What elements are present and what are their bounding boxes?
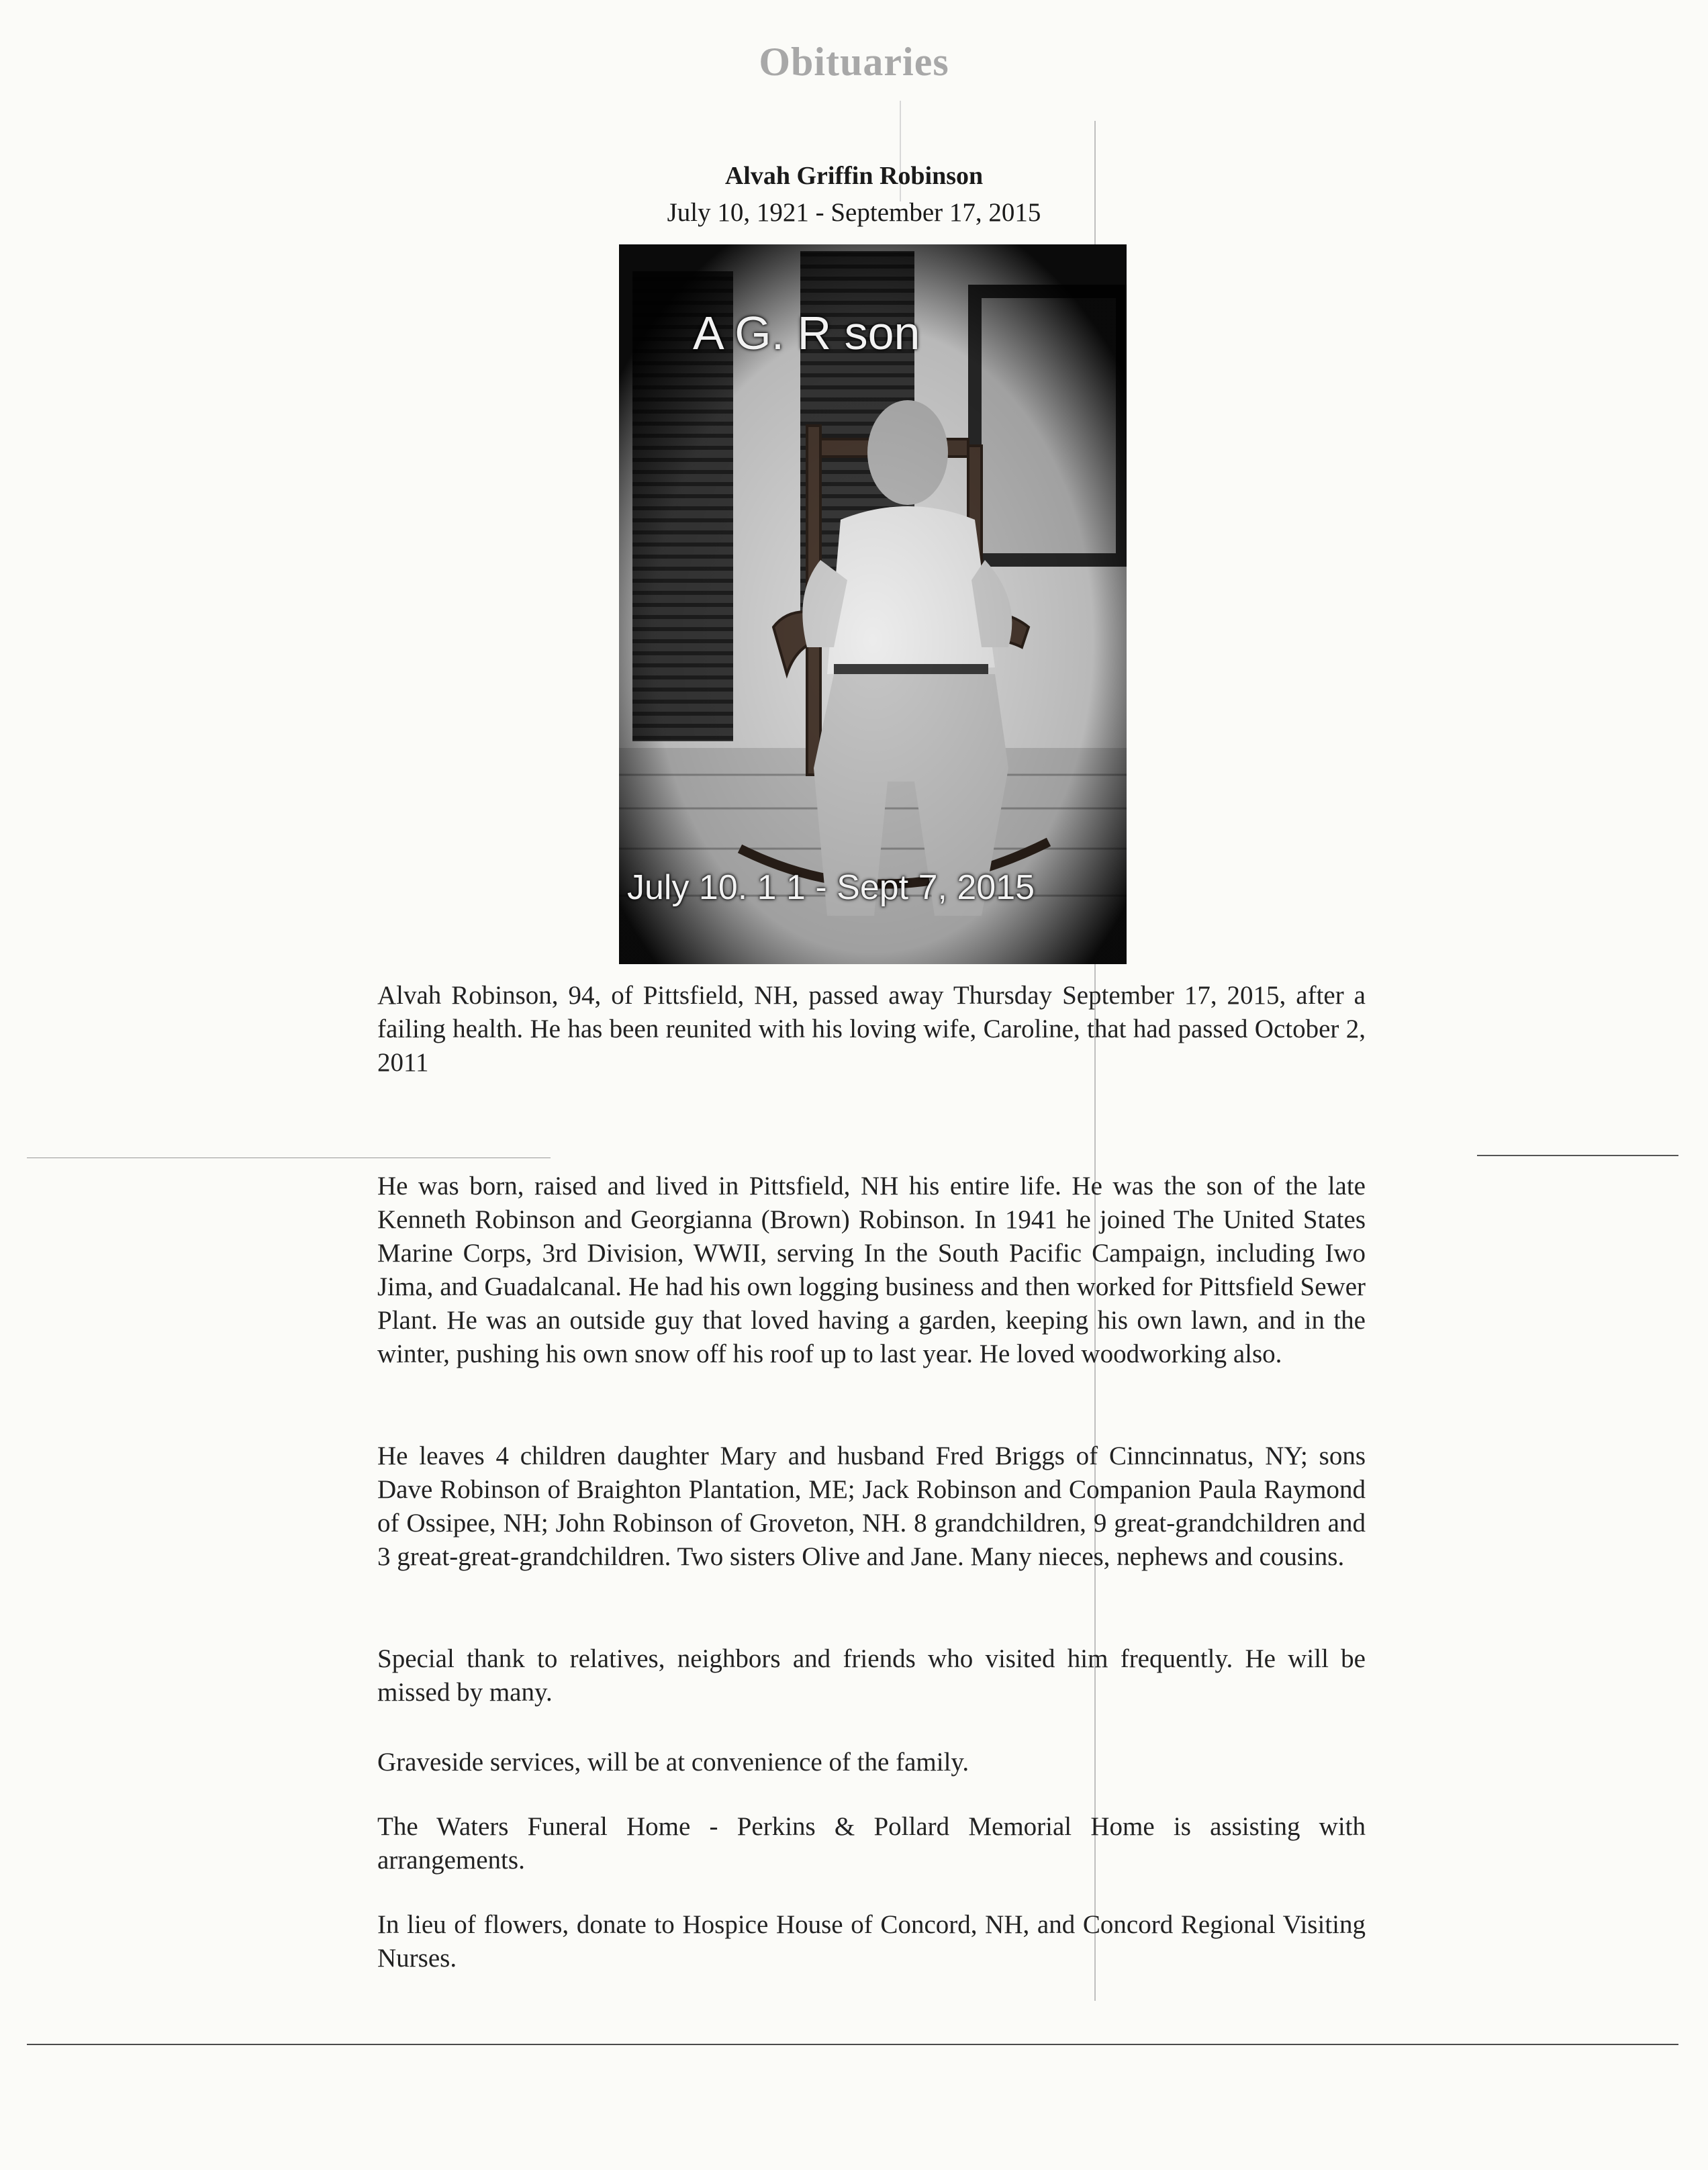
obituary-paragraph-life: He was born, raised and lived in Pittsfield, NH his entire life. He was the son of the late Kenneth Robinson and Georgianna (Brown) Robinson. In 1941 he joined The United States Marine Corps, 3rd Division, WWII, serving In the South Pacific Campaign, including Iwo Jima, and Guadalcanal. He had his own logging business and then worked for Pittsfield Sewer Plant. He was an outside guy that loved having a garden, keeping his own lawn, and in the winter, pushing his own snow off his roof up to last year. He loved woodworking also. xyxy=(377,1172,1366,1368)
life-dates: July 10, 1921 - September 17, 2015 xyxy=(667,198,1041,227)
memorial-photo xyxy=(619,244,1127,964)
obituary-paragraph-donations: In lieu of flowers, donate to Hospice House of Concord, NH, and Concord Regional Visiting Nurses. xyxy=(377,1910,1366,1973)
deceased-name: Alvah Griffin Robinson xyxy=(724,162,984,190)
section-header: Obituaries xyxy=(759,40,949,84)
page-divider-top-right xyxy=(1477,1155,1678,1156)
photo-caption-name: A G. R son xyxy=(693,307,920,359)
obituary-paragraph-thanks: Special thank to relatives, neighbors and friends who visited him frequently. He will be missed by many. xyxy=(377,1644,1366,1707)
obituary-paragraph-survivors: He leaves 4 children daughter Mary and husband Fred Briggs of Cinncinnatus, NY; sons Dave Robinson of Braighton Plantation, ME; Jack Robinson and Companion Paula Raymond of Ossipee, NH; John Robinson of Groveton, NH. 8 grandchildren, 9 great-grandchildren and 3 great-great-grandchildren. Two sisters Olive and Jane. Many nieces, nephews and cousins. xyxy=(377,1442,1366,1571)
page-divider-bottom xyxy=(27,2044,1678,2045)
obituary-paragraph-intro: Alvah Robinson, 94, of Pittsfield, NH, passed away Thursday September 17, 2015, after a failing health. He has been reunited with his loving wife, Caroline, that had passed October 2, 2011 xyxy=(377,981,1366,1077)
obituary-paragraph-arrangements: The Waters Funeral Home - Perkins & Pollard Memorial Home is assisting with arrangements. xyxy=(377,1812,1366,1875)
photo-caption-dates: July 10. 1 1 - Sept 7, 2015 xyxy=(627,868,1035,907)
obituary-paragraph-services: Graveside services, will be at convenience of the family. xyxy=(377,1748,969,1777)
